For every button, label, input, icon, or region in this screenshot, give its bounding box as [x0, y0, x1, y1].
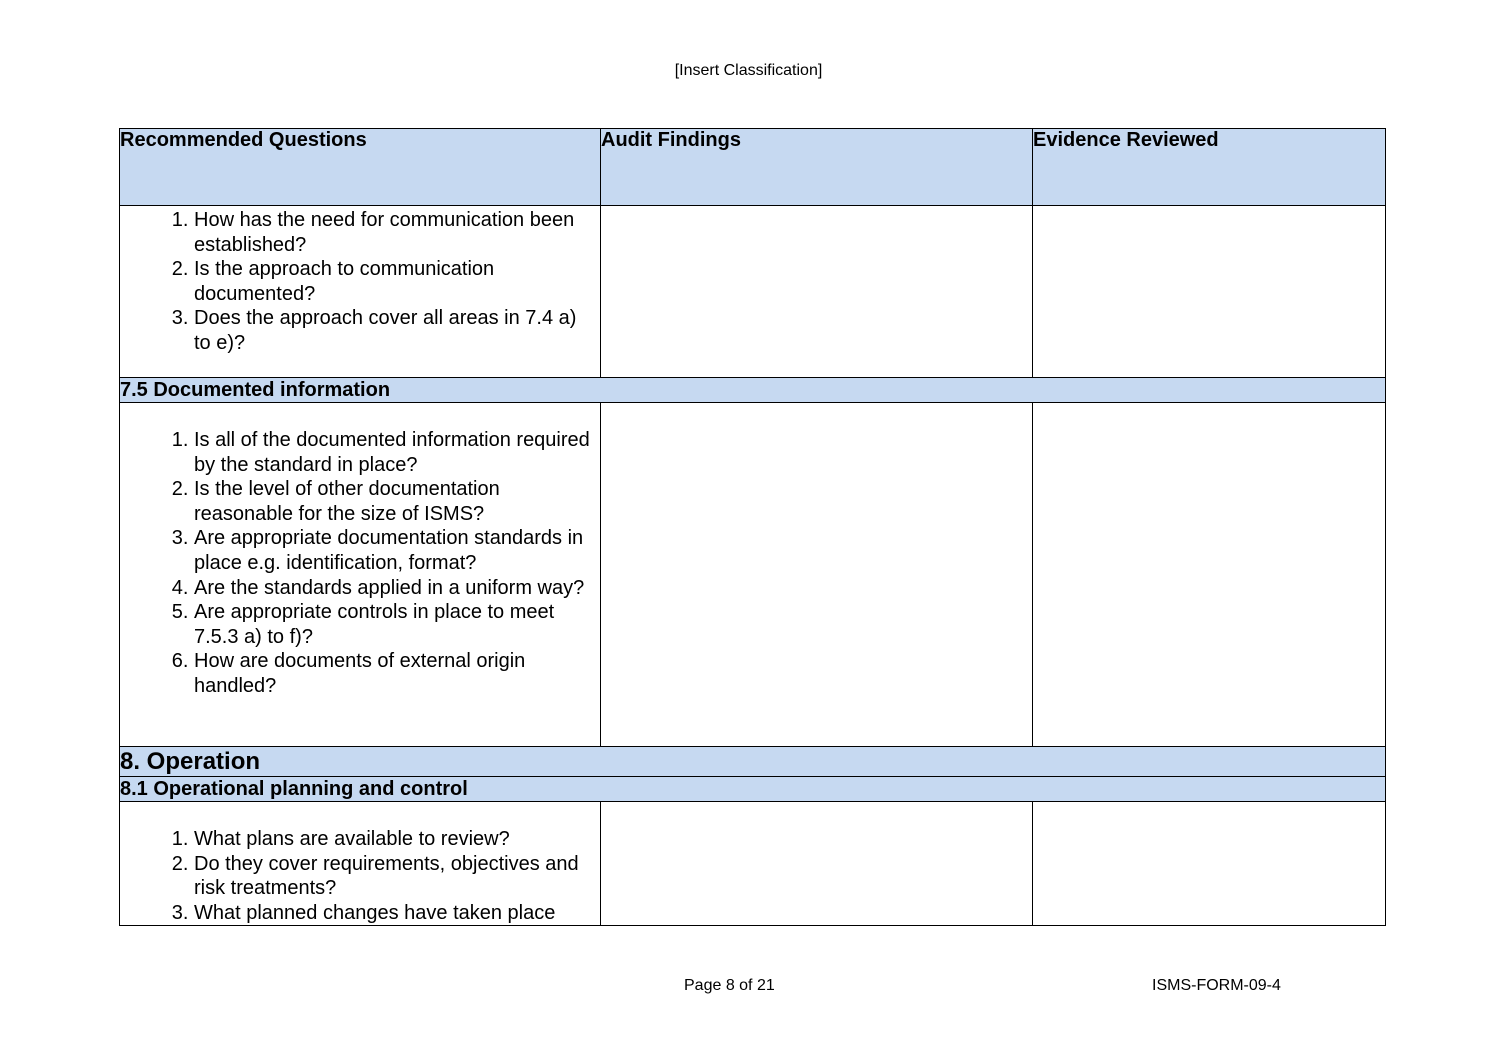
questions-cell-operational-planning — [120, 802, 601, 926]
question-item: 3. What planned changes have taken place — [194, 901, 590, 926]
question-item: 1. How has the need for communication been established? — [194, 208, 590, 257]
audit-findings-cell[interactable] — [601, 206, 1033, 378]
column-header-audit-findings: Audit Findings — [601, 129, 1033, 206]
question-list — [120, 403, 600, 699]
question-item: 6. How are documents of external origin handled? — [194, 649, 590, 698]
audit-findings-cell[interactable] — [601, 403, 1033, 747]
table-row — [120, 802, 1386, 926]
column-header-evidence-reviewed: Evidence Reviewed — [1033, 129, 1386, 206]
column-header-questions: Recommended Questions — [120, 129, 601, 206]
question-item: 3. Are appropriate documentation standards in place e.g. identification, format? — [194, 526, 590, 575]
question-item: 3. Does the approach cover all areas in 7.4 a) to e)? — [194, 306, 590, 355]
form-identifier: ISMS-FORM-09-4 — [1152, 977, 1281, 994]
evidence-reviewed-cell[interactable] — [1033, 206, 1386, 378]
page-number: Page 8 of 21 — [684, 977, 775, 994]
question-item: 5. Are appropriate controls in place to meet 7.5.3 a) to f)? — [194, 600, 590, 649]
table-header-row — [120, 129, 1386, 206]
question-item: 2. Is the approach to communication documented? — [194, 257, 590, 306]
question-item: 1. Is all of the documented information required by the standard in place? — [194, 428, 590, 477]
section-heading-row — [120, 777, 1386, 802]
question-list — [120, 802, 600, 925]
audit-checklist-table — [119, 128, 1386, 926]
question-item: 2. Is the level of other documentation reasonable for the size of ISMS? — [194, 477, 590, 526]
audit-findings-cell[interactable] — [601, 802, 1033, 926]
question-list — [120, 206, 600, 356]
questions-cell-communication — [120, 206, 601, 378]
question-item: 1. What plans are available to review? — [194, 827, 590, 852]
questions-cell-documented-information — [120, 403, 601, 747]
table-row — [120, 206, 1386, 378]
evidence-reviewed-cell[interactable] — [1033, 802, 1386, 926]
section-heading-7-5: 7.5 Documented information — [120, 378, 1386, 403]
section-heading-row — [120, 378, 1386, 403]
question-item: 4. Are the standards applied in a uniform way? — [194, 576, 590, 601]
question-item: 2. Do they cover requirements, objectives and risk treatments? — [194, 852, 590, 901]
table-row — [120, 403, 1386, 747]
classification-label: [Insert Classification] — [674, 62, 823, 79]
evidence-reviewed-cell[interactable] — [1033, 403, 1386, 747]
section-heading-8: 8. Operation — [120, 747, 1386, 777]
section-heading-8-1: 8.1 Operational planning and control — [120, 777, 1386, 802]
section-heading-row — [120, 747, 1386, 777]
